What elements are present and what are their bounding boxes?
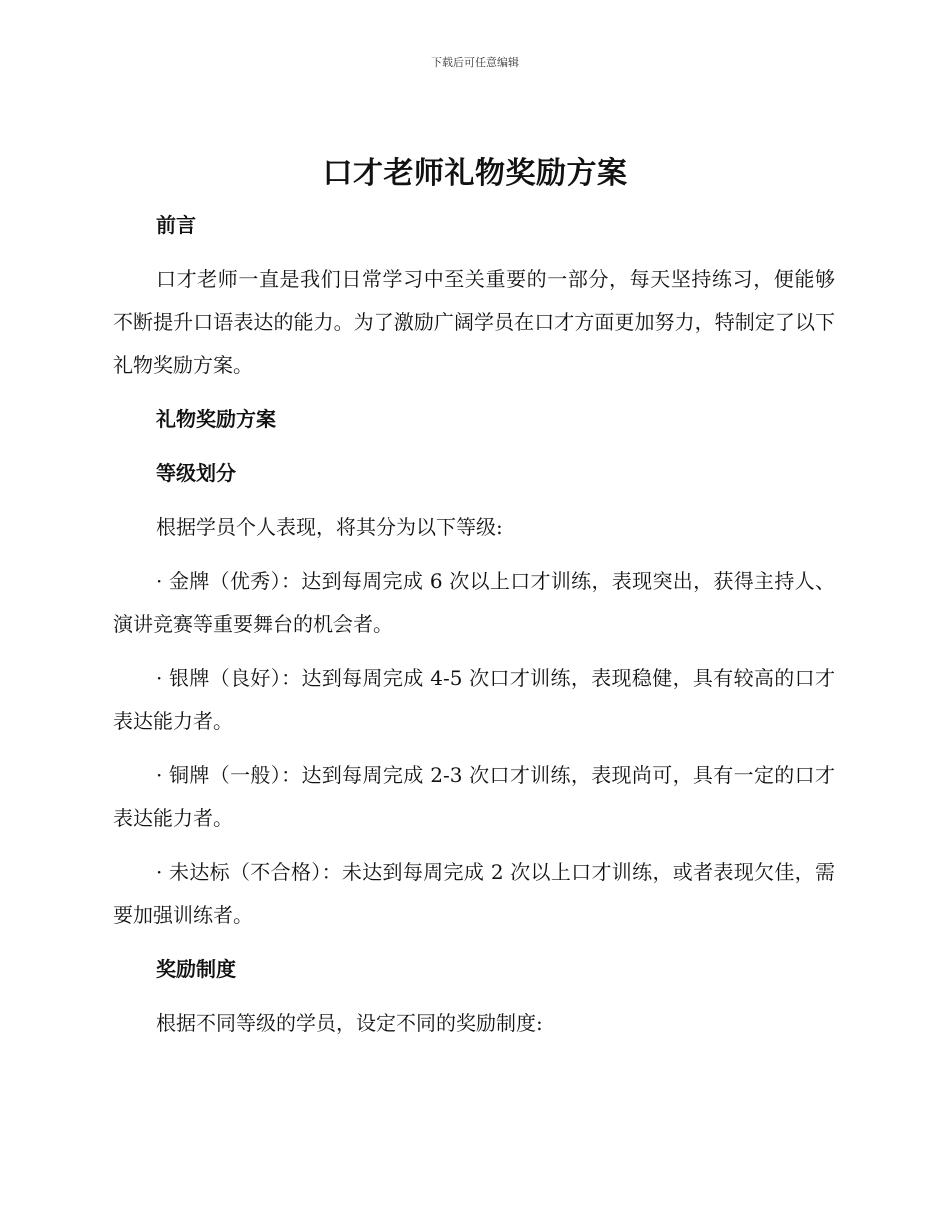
level-intro-paragraph: 根据学员个人表现，将其分为以下等级: xyxy=(156,515,503,539)
level-heading: 等级划分 xyxy=(156,461,236,485)
level-gold-item: · 金牌（优秀）：达到每周完成 6 次以上口才训练，表现突出，获得主持人、演讲竞赛等重要舞台的机会者。 xyxy=(113,569,835,636)
level-bronze-item: · 铜牌（一般）：达到每周完成 2-3 次口才训练，表现尚可，具有一定的口才表达能力者。 xyxy=(113,763,835,830)
preface-paragraph: 口才老师一直是我们日常学习中至关重要的一部分，每天坚持练习，便能够不断提升口语表达的能力。为了激励广阔学员在口才方面更加努力，特制定了以下礼物奖励方案。 xyxy=(113,267,835,377)
preface-heading: 前言 xyxy=(156,213,196,237)
plan-heading: 礼物奖励方案 xyxy=(156,407,276,431)
level-silver-item: · 银牌（良好）：达到每周完成 4-5 次口才训练，表现稳健，具有较高的口才表达能力者。 xyxy=(113,666,835,733)
level-fail-item: · 未达标（不合格）：未达到每周完成 2 次以上口才训练，或者表现欠佳，需要加强训练者。 xyxy=(113,860,835,927)
page-header-note: 下载后可任意编辑 xyxy=(431,56,519,69)
reward-heading: 奖励制度 xyxy=(156,957,236,981)
reward-intro-paragraph: 根据不同等级的学员，设定不同的奖励制度: xyxy=(156,1011,543,1035)
document-title: 口才老师礼物奖励方案 xyxy=(322,156,628,191)
document-body xyxy=(113,204,835,1056)
